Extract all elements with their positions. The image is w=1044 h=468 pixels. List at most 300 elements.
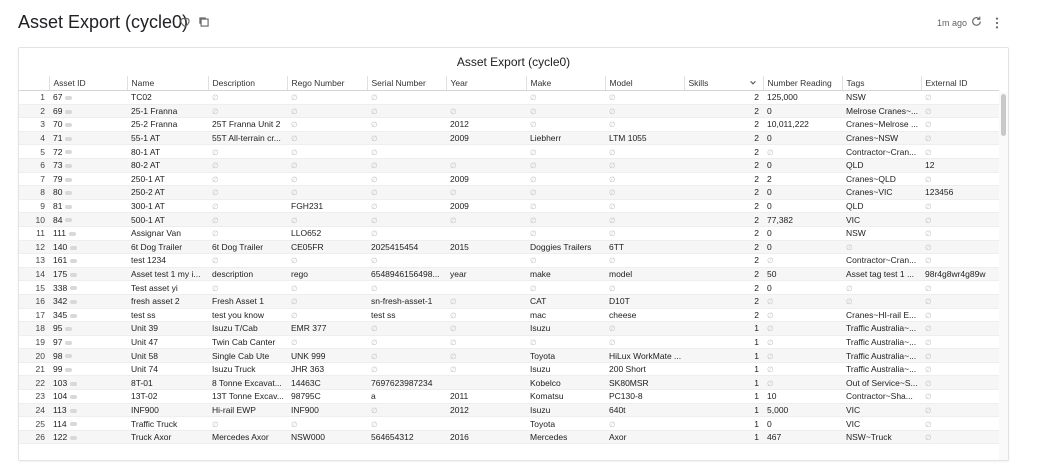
column-header[interactable]: Year — [446, 76, 526, 91]
cell-value: ∅ — [925, 256, 932, 266]
cell-value: test ss — [371, 309, 396, 320]
cell-value: 5 — [40, 146, 45, 157]
table-cell — [842, 186, 921, 200]
table-cell — [605, 430, 684, 444]
table-cell — [367, 172, 446, 186]
link-icon[interactable] — [70, 259, 77, 263]
column-header[interactable]: Model — [605, 76, 684, 91]
table-cell — [605, 199, 684, 213]
cell-value: ∅ — [371, 202, 378, 212]
table-cell — [921, 294, 999, 308]
table-row[interactable] — [19, 281, 999, 295]
cell-value: 72 — [53, 146, 63, 157]
table-row[interactable] — [19, 131, 999, 145]
table-cell — [367, 390, 446, 404]
cell-value: ∅ — [925, 433, 932, 443]
cell-value: ∅ — [371, 147, 378, 157]
table-row[interactable] — [19, 199, 999, 213]
cell-value: ∅ — [291, 120, 298, 130]
cell-value: QLD — [846, 160, 864, 171]
table-row[interactable] — [19, 213, 999, 227]
table-cell — [287, 294, 367, 308]
table-cell — [367, 118, 446, 132]
table-cell — [127, 254, 208, 268]
column-header[interactable]: Name — [127, 76, 208, 91]
table-cell — [446, 308, 526, 322]
table-cell — [287, 226, 367, 240]
table-cell — [605, 362, 684, 376]
cell-value: ∅ — [609, 283, 616, 293]
table-cell — [684, 294, 763, 308]
cell-value: ∅ — [212, 419, 219, 429]
link-icon[interactable] — [70, 314, 77, 318]
table-cell — [127, 403, 208, 417]
table-cell — [763, 240, 842, 254]
cell-value: 2 — [754, 146, 759, 157]
table-cell — [842, 145, 921, 159]
cell-value: ∅ — [450, 365, 457, 375]
table-cell — [127, 294, 208, 308]
cell-value: 0 — [767, 241, 772, 252]
link-icon[interactable] — [70, 273, 77, 277]
cell-value: ∅ — [291, 337, 298, 347]
cell-value: Doggies Trailers — [530, 241, 592, 252]
cell-value: ∅ — [609, 174, 616, 184]
table-cell — [763, 199, 842, 213]
table-cell — [842, 376, 921, 390]
cell-value: Twin Cab Canter — [212, 336, 276, 347]
cell-value: Axor — [609, 432, 627, 443]
table-cell — [287, 131, 367, 145]
table-cell — [49, 308, 127, 322]
link-icon[interactable] — [65, 354, 72, 358]
table-cell — [49, 349, 127, 363]
cell-value: 0 — [767, 228, 772, 239]
table-row[interactable] — [19, 294, 999, 308]
cell-value: ∅ — [609, 215, 616, 225]
table-cell — [127, 91, 208, 105]
table-cell — [842, 308, 921, 322]
table-cell — [49, 281, 127, 295]
cell-value: ∅ — [291, 147, 298, 157]
table-row[interactable] — [19, 430, 999, 444]
table-cell — [763, 158, 842, 172]
cell-value: 300-1 AT — [131, 201, 165, 212]
table-row[interactable] — [19, 376, 999, 390]
row-number — [19, 213, 49, 227]
table-cell — [605, 226, 684, 240]
cell-value: 2 — [754, 133, 759, 144]
cell-value: Toyota — [530, 418, 556, 429]
column-header[interactable]: Number Reading — [763, 76, 842, 91]
link-icon[interactable] — [65, 96, 72, 100]
table-cell — [921, 322, 999, 336]
cell-value: Contractor~Cran... — [846, 146, 917, 157]
cell-value: ∅ — [371, 324, 378, 334]
link-icon[interactable] — [65, 123, 72, 127]
cell-value: Contractor~Cran... — [846, 255, 917, 266]
link-icon[interactable] — [65, 137, 72, 141]
cell-value: 6t Dog Trailer — [212, 241, 264, 252]
table-row[interactable] — [19, 267, 999, 281]
column-header[interactable]: External ID — [921, 76, 999, 91]
table-cell — [921, 376, 999, 390]
table-cell — [287, 145, 367, 159]
table-cell — [287, 186, 367, 200]
table-cell — [684, 240, 763, 254]
cell-value: VIC — [846, 404, 861, 415]
link-icon[interactable] — [70, 382, 77, 386]
table-cell — [526, 226, 605, 240]
table-cell — [842, 322, 921, 336]
table-row[interactable] — [19, 308, 999, 322]
link-icon[interactable] — [70, 246, 77, 250]
cell-value: 81 — [53, 201, 63, 212]
table-cell — [763, 145, 842, 159]
row-number — [19, 186, 49, 200]
table-cell — [49, 240, 127, 254]
cell-value: 70 — [53, 119, 63, 130]
table-cell — [763, 254, 842, 268]
cell-value: ∅ — [530, 174, 537, 184]
cell-value: ∅ — [450, 161, 457, 171]
link-icon[interactable] — [70, 395, 77, 399]
cell-value: ∅ — [609, 419, 616, 429]
link-icon[interactable] — [70, 422, 77, 426]
table-row[interactable] — [19, 254, 999, 268]
heart-icon[interactable] — [178, 15, 192, 29]
table-cell — [921, 267, 999, 281]
table-cell — [127, 322, 208, 336]
link-icon[interactable] — [70, 409, 77, 413]
table-cell — [921, 145, 999, 159]
table-cell — [921, 430, 999, 444]
table-cell — [446, 417, 526, 431]
cell-value: ∅ — [371, 120, 378, 130]
table-cell — [842, 104, 921, 118]
refresh-icon[interactable] — [970, 15, 983, 28]
row-number — [19, 145, 49, 159]
cell-value: 0 — [767, 418, 772, 429]
cell-value: cheese — [609, 309, 637, 320]
table-cell — [367, 199, 446, 213]
table-cell — [605, 254, 684, 268]
table-row[interactable] — [19, 417, 999, 431]
cell-value: ∅ — [530, 202, 537, 212]
table-cell — [526, 417, 605, 431]
table-cell — [208, 335, 287, 349]
link-icon[interactable] — [65, 110, 72, 114]
cell-value: VIC — [846, 418, 861, 429]
table-cell — [287, 104, 367, 118]
cell-value: 111 — [53, 228, 66, 239]
table-cell — [526, 104, 605, 118]
table-row[interactable] — [19, 158, 999, 172]
table-cell — [208, 158, 287, 172]
table-cell — [208, 417, 287, 431]
table-cell — [127, 281, 208, 295]
link-icon[interactable] — [65, 150, 72, 154]
cell-value: 20 — [35, 350, 45, 361]
cell-value: 1 — [754, 418, 759, 429]
cell-value: ∅ — [925, 174, 932, 184]
table-cell — [921, 158, 999, 172]
table-row[interactable] — [19, 349, 999, 363]
column-header[interactable]: Make — [526, 76, 605, 91]
table-row[interactable] — [19, 226, 999, 240]
cell-value: ∅ — [291, 188, 298, 198]
cell-value: ∅ — [609, 106, 616, 116]
cell-value: 25-2 Franna — [131, 119, 178, 130]
table-cell — [921, 308, 999, 322]
cell-value: ∅ — [530, 161, 537, 171]
cell-value: 17 — [35, 309, 45, 320]
table-cell — [49, 417, 127, 431]
table-cell — [684, 322, 763, 336]
table-cell — [446, 322, 526, 336]
row-number — [19, 131, 49, 145]
cell-value: ∅ — [925, 419, 932, 429]
cell-value: Cranes~QLD — [846, 173, 896, 184]
column-header[interactable]: Asset ID — [49, 76, 127, 91]
cell-value: ∅ — [291, 215, 298, 225]
row-number — [19, 172, 49, 186]
table-cell — [287, 376, 367, 390]
table-cell — [526, 376, 605, 390]
table-cell — [208, 145, 287, 159]
table-cell — [842, 91, 921, 105]
cell-value: ∅ — [767, 147, 774, 157]
cell-value: Contractor~Sha... — [846, 391, 913, 402]
table-cell — [208, 362, 287, 376]
table-cell — [49, 294, 127, 308]
table-cell — [684, 254, 763, 268]
table-cell — [287, 335, 367, 349]
cell-value: 2009 — [450, 133, 469, 144]
table-cell — [367, 417, 446, 431]
table-cell — [446, 349, 526, 363]
cell-value: ∅ — [530, 120, 537, 130]
cell-value: 6TT — [609, 241, 625, 252]
cell-value: 19 — [35, 336, 45, 347]
table-cell — [605, 213, 684, 227]
cell-value: PC130-8 — [609, 391, 643, 402]
row-number — [19, 118, 49, 132]
cell-value: ∅ — [291, 310, 298, 320]
cell-value: ∅ — [767, 256, 774, 266]
cell-value: 0 — [767, 105, 772, 116]
table-cell — [446, 172, 526, 186]
scrollbar-thumb[interactable] — [1001, 94, 1006, 136]
table-cell — [605, 267, 684, 281]
cell-value: 84 — [53, 214, 63, 225]
cell-value: Unit 47 — [131, 336, 158, 347]
table-cell — [526, 131, 605, 145]
table-cell — [605, 145, 684, 159]
cell-value: ∅ — [609, 188, 616, 198]
table-row[interactable] — [19, 186, 999, 200]
table-cell — [842, 118, 921, 132]
cell-value: Unit 39 — [131, 323, 158, 334]
cell-value: 5,000 — [767, 404, 789, 415]
table-row[interactable] — [19, 322, 999, 336]
cell-value: Mercedes — [530, 432, 568, 443]
link-icon[interactable] — [65, 164, 72, 168]
link-icon[interactable] — [70, 300, 77, 304]
table-cell — [367, 131, 446, 145]
cell-value: ∅ — [530, 229, 537, 239]
table-cell — [921, 104, 999, 118]
table-cell — [208, 308, 287, 322]
cell-value: Asset tag test 1 ... — [846, 269, 915, 280]
cell-value: CAT — [530, 296, 547, 307]
table-cell — [921, 199, 999, 213]
table-cell — [446, 91, 526, 105]
table-cell — [842, 335, 921, 349]
table-row[interactable] — [19, 118, 999, 132]
cell-value: TC02 — [131, 92, 152, 103]
table-cell — [446, 199, 526, 213]
cell-value: 123456 — [925, 187, 954, 198]
link-icon[interactable] — [65, 327, 72, 331]
cell-value: 2 — [754, 269, 759, 280]
table-cell — [526, 240, 605, 254]
cell-value: HiLux WorkMate ... — [609, 350, 682, 361]
table-cell — [684, 91, 763, 105]
cell-value: ∅ — [212, 215, 219, 225]
table-cell — [287, 158, 367, 172]
cell-value: ∅ — [291, 93, 298, 103]
table-cell — [605, 403, 684, 417]
cell-value: ∅ — [530, 147, 537, 157]
cell-value: 25T Franna Unit 2 — [212, 119, 281, 130]
table-cell — [526, 213, 605, 227]
row-number — [19, 240, 49, 254]
table-cell — [367, 158, 446, 172]
column-header[interactable]: Rego Number — [287, 76, 367, 91]
link-icon[interactable] — [65, 178, 72, 182]
table-cell — [605, 172, 684, 186]
cell-value: Liebherr — [530, 133, 562, 144]
table-cell — [684, 172, 763, 186]
cell-value: 1 — [754, 391, 759, 402]
column-header[interactable] — [684, 76, 763, 91]
column-header[interactable]: Description — [208, 76, 287, 91]
link-icon[interactable] — [69, 232, 76, 236]
table-cell — [842, 349, 921, 363]
link-icon[interactable] — [65, 218, 72, 222]
cell-value: ∅ — [925, 392, 932, 402]
cell-value: ∅ — [925, 310, 932, 320]
row-number — [19, 362, 49, 376]
cell-value: 73 — [53, 160, 63, 171]
cell-value: 1 — [754, 364, 759, 375]
table-row[interactable] — [19, 240, 999, 254]
cell-value: 22 — [35, 377, 45, 388]
link-icon[interactable] — [65, 191, 72, 195]
table-cell — [287, 240, 367, 254]
table-row[interactable] — [19, 403, 999, 417]
cell-value: Isuzu T/Cab — [212, 323, 258, 334]
cell-value: NSW~Truck — [846, 432, 892, 443]
link-icon[interactable] — [65, 205, 72, 209]
table-cell — [842, 213, 921, 227]
table-row[interactable] — [19, 390, 999, 404]
sort-descending-icon[interactable] — [749, 79, 757, 87]
cell-value: ∅ — [925, 147, 932, 157]
cell-value: CE05FR — [291, 241, 324, 252]
cell-value: 10 — [767, 391, 777, 402]
cell-value: ∅ — [212, 106, 219, 116]
cell-value: 2 — [754, 241, 759, 252]
cell-value: 55T All-terrain cr... — [212, 133, 281, 144]
row-number — [19, 199, 49, 213]
link-icon[interactable] — [70, 436, 77, 440]
table-cell — [842, 281, 921, 295]
cell-value: 2 — [754, 201, 759, 212]
cell-value: ∅ — [371, 134, 378, 144]
table-cell — [526, 281, 605, 295]
table-cell — [605, 335, 684, 349]
link-icon[interactable] — [65, 368, 72, 372]
cell-value: ∅ — [767, 310, 774, 320]
copy-icon[interactable] — [197, 15, 211, 29]
more-options-icon[interactable] — [993, 16, 1001, 30]
cell-value: 26 — [35, 432, 45, 443]
table-cell — [287, 213, 367, 227]
table-row[interactable] — [19, 91, 999, 105]
table-cell — [921, 362, 999, 376]
cell-value: 2 — [754, 255, 759, 266]
cell-value: ∅ — [767, 378, 774, 388]
table-cell — [842, 362, 921, 376]
table-cell — [684, 213, 763, 227]
table-row[interactable] — [19, 335, 999, 349]
table-cell — [367, 104, 446, 118]
cell-value: ∅ — [925, 337, 932, 347]
cell-value: 23 — [35, 391, 45, 402]
table-row[interactable] — [19, 172, 999, 186]
table-cell — [446, 158, 526, 172]
cell-value: 2 — [754, 173, 759, 184]
table-cell — [208, 267, 287, 281]
table-cell — [208, 403, 287, 417]
table-row[interactable] — [19, 145, 999, 159]
table-cell — [446, 362, 526, 376]
table-row[interactable] — [19, 104, 999, 118]
cell-value: 10 — [35, 214, 45, 225]
cell-value: ∅ — [609, 256, 616, 266]
table-row[interactable] — [19, 362, 999, 376]
cell-value: Assignar Van — [131, 228, 181, 239]
cell-value: Cranes~NSW — [846, 133, 899, 144]
row-number — [19, 226, 49, 240]
cell-value: ∅ — [212, 147, 219, 157]
link-icon[interactable] — [65, 341, 72, 345]
cell-value: 250-2 AT — [131, 187, 165, 198]
column-header[interactable] — [19, 76, 49, 91]
cell-value: 9 — [40, 201, 45, 212]
table-cell — [763, 403, 842, 417]
cell-value: 8 Tonne Excavat... — [212, 377, 282, 388]
table-cell — [446, 376, 526, 390]
link-icon[interactable] — [70, 286, 77, 290]
column-header[interactable]: Serial Number — [367, 76, 446, 91]
cell-value: 11 — [36, 228, 45, 239]
column-header[interactable]: Tags — [842, 76, 921, 91]
vertical-scrollbar[interactable] — [999, 92, 1008, 460]
cell-value: 98r4g8wr4g89w — [925, 269, 986, 280]
